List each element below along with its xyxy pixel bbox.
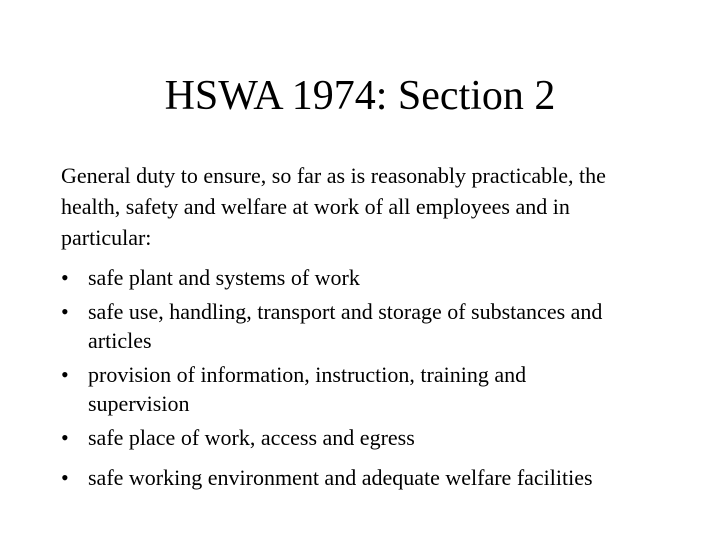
- slide-title: HSWA 1974: Section 2: [164, 73, 556, 119]
- list-item-text: [88, 297, 681, 355]
- bullet-icon: •: [61, 299, 69, 324]
- list-item-text: [88, 463, 681, 492]
- list-item: [61, 297, 681, 355]
- list-item-line: articles: [88, 328, 152, 353]
- list-item-line: supervision: [88, 391, 190, 416]
- duty-bullet-list: [61, 263, 681, 497]
- bullet-icon: •: [61, 265, 69, 290]
- list-item-line: safe plant and systems of work: [88, 265, 360, 290]
- intro-line: particular:: [61, 225, 152, 250]
- list-item: [61, 423, 681, 452]
- bullet-icon: •: [61, 362, 69, 387]
- intro-line: General duty to ensure, so far as is reasonably practicable, the: [61, 163, 606, 188]
- list-item: [61, 463, 681, 492]
- bullet-icon: •: [61, 465, 69, 490]
- list-item-text: [88, 423, 681, 452]
- list-item-line: safe use, handling, transport and storage of substances and: [88, 299, 603, 324]
- list-item-line: provision of information, instruction, training and: [88, 362, 527, 387]
- list-item: [61, 360, 681, 418]
- bullet-icon: •: [61, 425, 69, 450]
- intro-paragraph: [61, 160, 681, 253]
- list-item: [61, 263, 681, 292]
- list-item-line: safe working environment and adequate welfare facilities: [88, 465, 593, 490]
- intro-line: health, safety and welfare at work of all employees and in: [61, 194, 570, 219]
- list-item-text: [88, 263, 681, 292]
- list-item-line: safe place of work, access and egress: [88, 425, 415, 450]
- list-item-text: [88, 360, 681, 418]
